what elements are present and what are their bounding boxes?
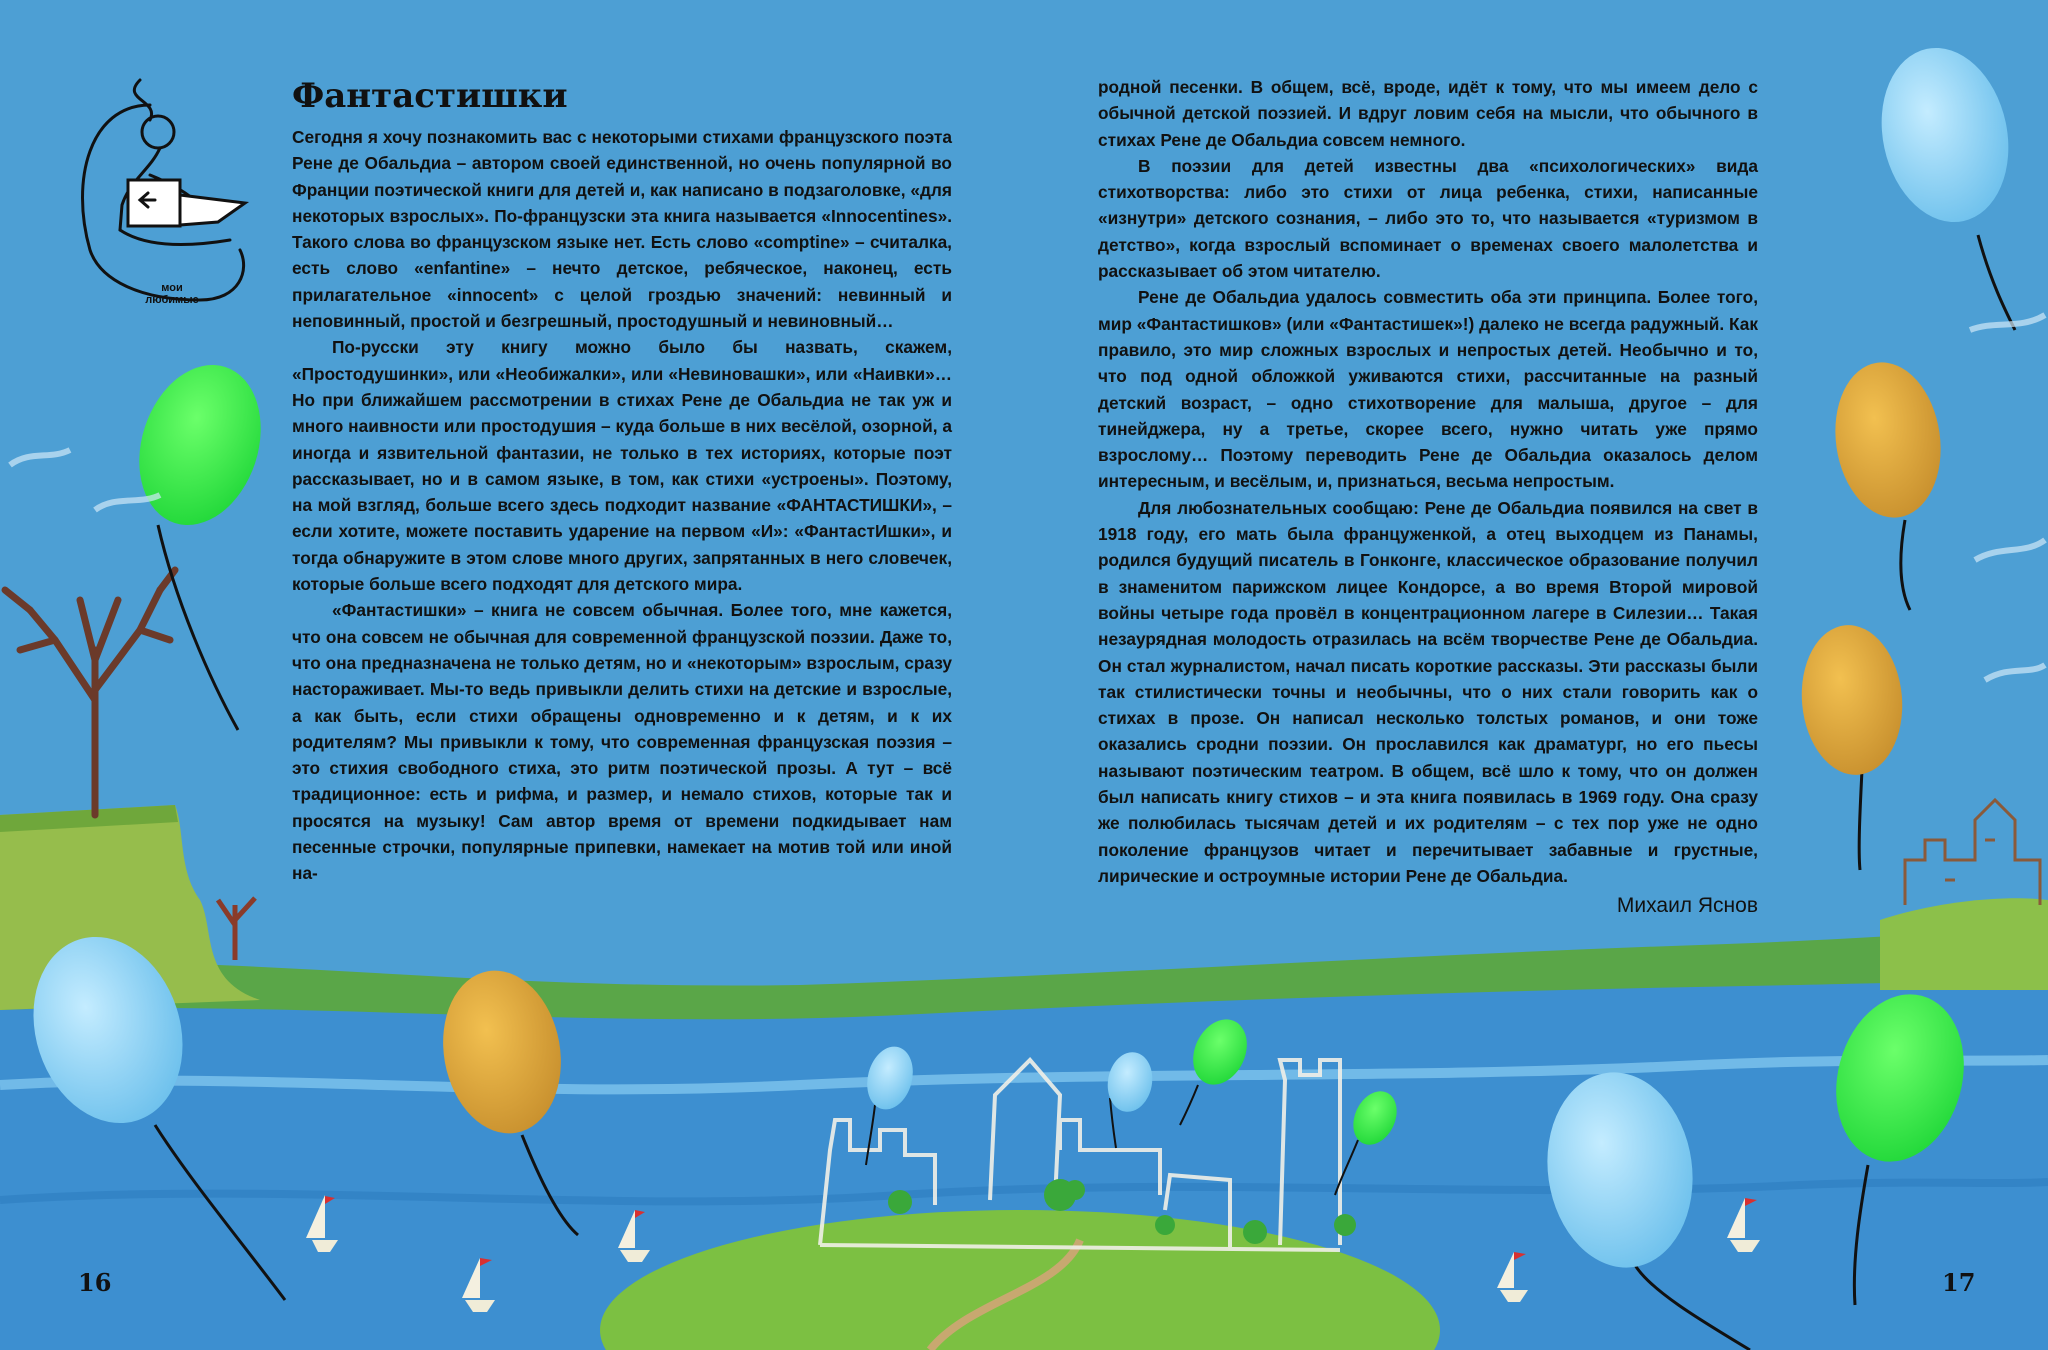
castle-icon bbox=[1905, 800, 2040, 905]
paragraph: В поэзии для детей известны два «психологических» вида стихотворства: либо это стихи от лица ребенка, стихи, написанные «изнутри» детского сознания, – либо это то, что называется «туризмом в детство», когда взрослый вспоминает о временах своего малолетства и рассказывает об этом читателю. bbox=[1098, 155, 1758, 282]
paragraph: Сегодня я хочу познакомить вас с некоторыми стихами французского поэта Рене де Обальдиа – автором своей единственной, но очень популярной во Франции поэтической книги для детей и, как написано в подзаголовке, «для некоторых взрослых». По-французски эта книга называется «Innocentines». Такого слова во французском языке нет. Есть слово «comptine» – считалка, есть слово «enfantine» – нечто детское, ребяческое, наконец, есть прилагательное «innocent» с целой гроздью значений: невинный и неповинный, простой и безгрешный, простодушный и невиновный… bbox=[292, 127, 952, 332]
paragraph: По-русски эту книгу можно было бы назвать, скажем, «Простодушинки», или «Необижалки», или «Невиновашки», или «Наивки»… Но при ближайшем рассмотрении в стихах Рене де Обальдиа не так уж и много наивности или простодушия – куда больше в них весёлой, озорной, а иногда и язвительной фантазии, не только в тех историях, которые поэт рассказывает, но и в самом языке, в том, как стихи «устроены». Поэтому, на мой взгляд, больше всего здесь подходит название «ФАНТАСТИШКИ», – если хотите, можете поставить ударение на первом «И»: «ФантастИшки», и тогда обнаружите в этом слове много других, запрятанных в него словечек, которые больше всего подходят для детского мира. bbox=[292, 337, 952, 595]
text-column-left bbox=[292, 124, 952, 887]
tree-icon bbox=[5, 570, 175, 815]
paragraph: «Фантастишки» – книга не совсем обычная. Более того, мне кажется, что она совсем не обычная для современной французской поэзии. Даже то, что она предназначена не только детям, но и «некоторым» взрослым, сразу настораживает. Мы-то ведь привыкли делить стихи на детские и взрослые, а как быть, если стихи обращены одновременно и к детям, и к их родителям? Мы привыкли к тому, что современная французская поэзия – это стихия свободного стиха, это ритм поэтической прозы. А тут – всё традиционное: есть и рифма, и размер, и немало стихов, которые так и просятся на музыку! Сам автор время от времени подкидывает нам песенные строчки, популярные припевки, намекает на мотив той или иной на- bbox=[292, 600, 952, 884]
page-number-right: 17 bbox=[1942, 1268, 1976, 1297]
paragraph: родной песенки. В общем, всё, вроде, идёт к тому, что мы имеем дело с обычной детской поэзией. И вдруг ловим себя на мысли, что обычного в стихах Рене де Обальдиа совсем немного. bbox=[1098, 77, 1758, 150]
logo-reading-figure-icon bbox=[83, 80, 246, 300]
paragraph: Для любознательных сообщаю: Рене де Обальдиа появился на свет в 1918 году, его мать была француженкой, а отец выходцем из Панамы, родился будущий писатель в Гонконге, классическое образование получил в знаменитом парижском лицее Кондорсе, а во время Второй мировой войны четыре года провёл в концентрационном лагере в Силезии… Такая незаурядная молодость отразилась на всём творчестве Рене де Обальдиа. Он стал журналистом, начал писать короткие рассказы. Эти рассказы были так стилистически точны и необычны, что о них стали говорить как о стихах в прозе. Он написал несколько толстых романов, и они тоже оказались сродни поэзии. Он прославился как драматург, но его пьесы называют поэтическим театром. В общем, всё шло к тому, что он должен был написать книгу стихов – и эта книга появилась в 1969 году. Она сразу же полюбилась тысячам детей и их родителям – с тех пор уже не одно поколение французов читает и перечитывает забавные и грустные, лирические и остроумные истории Рене де Обальдиа. bbox=[1098, 497, 1758, 886]
page-number-left: 16 bbox=[78, 1268, 112, 1297]
balloon-icon bbox=[1826, 356, 1951, 610]
text-column-right bbox=[1098, 74, 1758, 920]
logo-caption bbox=[132, 282, 212, 306]
balloon-icon bbox=[1796, 621, 1909, 870]
right-hill bbox=[1880, 898, 2048, 990]
small-tree-icon bbox=[218, 898, 255, 960]
page-title: Фантастишки bbox=[292, 76, 568, 116]
paragraph: Рене де Обальдиа удалось совместить оба эти принципа. Более того, мир «Фантастишков» (или «Фантастишек»!) далеко не всегда радужный. Как правило, это мир сложных взрослых и непростых детей. Необычно и то, что под одной обложкой уживаются стихи, рассчитанные на разный детский возраст, – одно стихотворение для малыша, другое – для тинейджера, ну а третье, скорее всего, нужно читать уже прямо взрослому… Поэтому переводить Рене де Обальдиа оказалось делом интересным, и весёлым, и, признаться, весьма непростым. bbox=[1098, 287, 1758, 492]
author-signature: Михаил Яснов bbox=[1616, 894, 1758, 918]
balloon-icon bbox=[1866, 36, 2024, 330]
balloon-icon bbox=[119, 349, 280, 730]
logo-caption-text: мои любимые bbox=[145, 282, 199, 306]
